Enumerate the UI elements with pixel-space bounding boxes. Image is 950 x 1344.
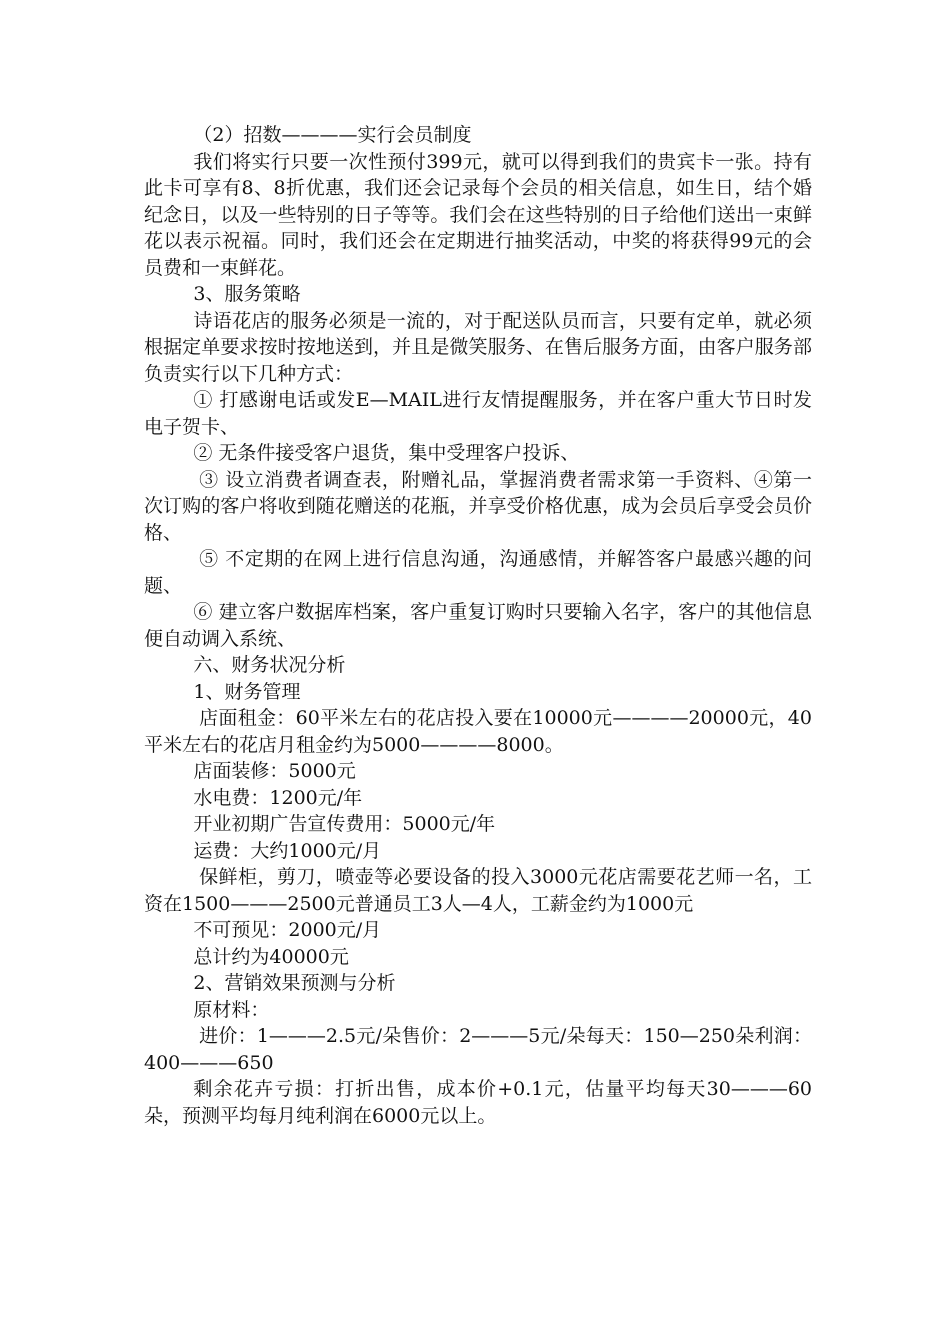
paragraph-leftover-loss: 剩余花卉亏损：打折出售，成本价+0.1元，估量平均每天30———60朵，预测平均每月纯利润在6000元以上。 xyxy=(144,1078,812,1127)
list-item-service-6: ⑥ 建立客户数据库档案，客户重复订购时只要输入名字，客户的其他信息便自动调入系统、 xyxy=(144,601,812,650)
line-shipping-cost: 运费：大约1000元/月 xyxy=(193,839,382,862)
heading-financial-management: 1、财务管理 xyxy=(193,680,301,703)
heading-membership-strategy: （2）招数————实行会员制度 xyxy=(193,124,472,146)
heading-service-strategy: 3、服务策略 xyxy=(193,283,301,305)
heading-marketing-forecast: 2、营销效果预测与分析 xyxy=(193,972,396,994)
line-raw-materials: 原材料： xyxy=(193,998,270,1021)
paragraph-membership-details: 我们将实行只要一次性预付399元，就可以得到我们的贵宾卡一张。持有此卡可享有8、8折优惠，我们还会记录每个会员的相关信息，如生日，结个婚纪念日，以及一些特别的日子等等。我们会在这些特别的日子给他们送出一束鲜花以表示祝福。同时，我们还会在定期进行抽奖活动，中奖的将获得99元的会员费和一束鲜花。 xyxy=(144,150,812,279)
list-item-service-3-4: ③ 设立消费者调查表，附赠礼品，掌握消费者需求第一手资料、④第一次订购的客户将收到随花赠送的花瓶，并享受价格优惠，成为会员后享受会员价格、 xyxy=(144,468,812,544)
list-item-service-1: ① 打感谢电话或发E—MAIL进行友情提醒服务，并在客户重大节日时发电子贺卡、 xyxy=(144,389,812,438)
line-unforeseen-cost: 不可预见：2000元/月 xyxy=(193,919,382,941)
document-body xyxy=(144,122,812,1129)
paragraph-purchase-price: 进价：1———2.5元/朵售价：2———5元/朵每天：150—250朵利润：400———650 xyxy=(144,1025,812,1074)
paragraph-store-rent: 店面租金：60平米左右的花店投入要在10000元————20000元，40平米左右的花店月租金约为5000————8000。 xyxy=(144,707,812,756)
line-advertising-cost: 开业初期广告宣传费用：5000元/年 xyxy=(193,813,496,835)
list-item-service-5: ⑤ 不定期的在网上进行信息沟通，沟通感情，并解答客户最感兴趣的问题、 xyxy=(144,548,812,597)
line-decoration-cost: 店面装修：5000元 xyxy=(193,760,356,782)
paragraph-service-intro: 诗语花店的服务必须是一流的，对于配送队员而言，只要有定单，就必须根据定单要求按时按地送到，并且是微笑服务、在售后服务方面，由客户服务部负责实行以下几种方式： xyxy=(144,309,812,385)
paragraph-equipment-staff: 保鲜柜，剪刀，喷壶等必要设备的投入3000元花店需要花艺师一名，工资在1500———2500元普通员工3人—4人，工薪金约为1000元 xyxy=(144,866,812,915)
list-item-service-2: ② 无条件接受客户退货，集中受理客户投诉、 xyxy=(193,442,580,464)
line-utilities-cost: 水电费：1200元/年 xyxy=(193,786,363,809)
line-total-cost: 总计约为40000元 xyxy=(193,945,349,968)
heading-financial-analysis: 六、财务状况分析 xyxy=(193,654,346,676)
